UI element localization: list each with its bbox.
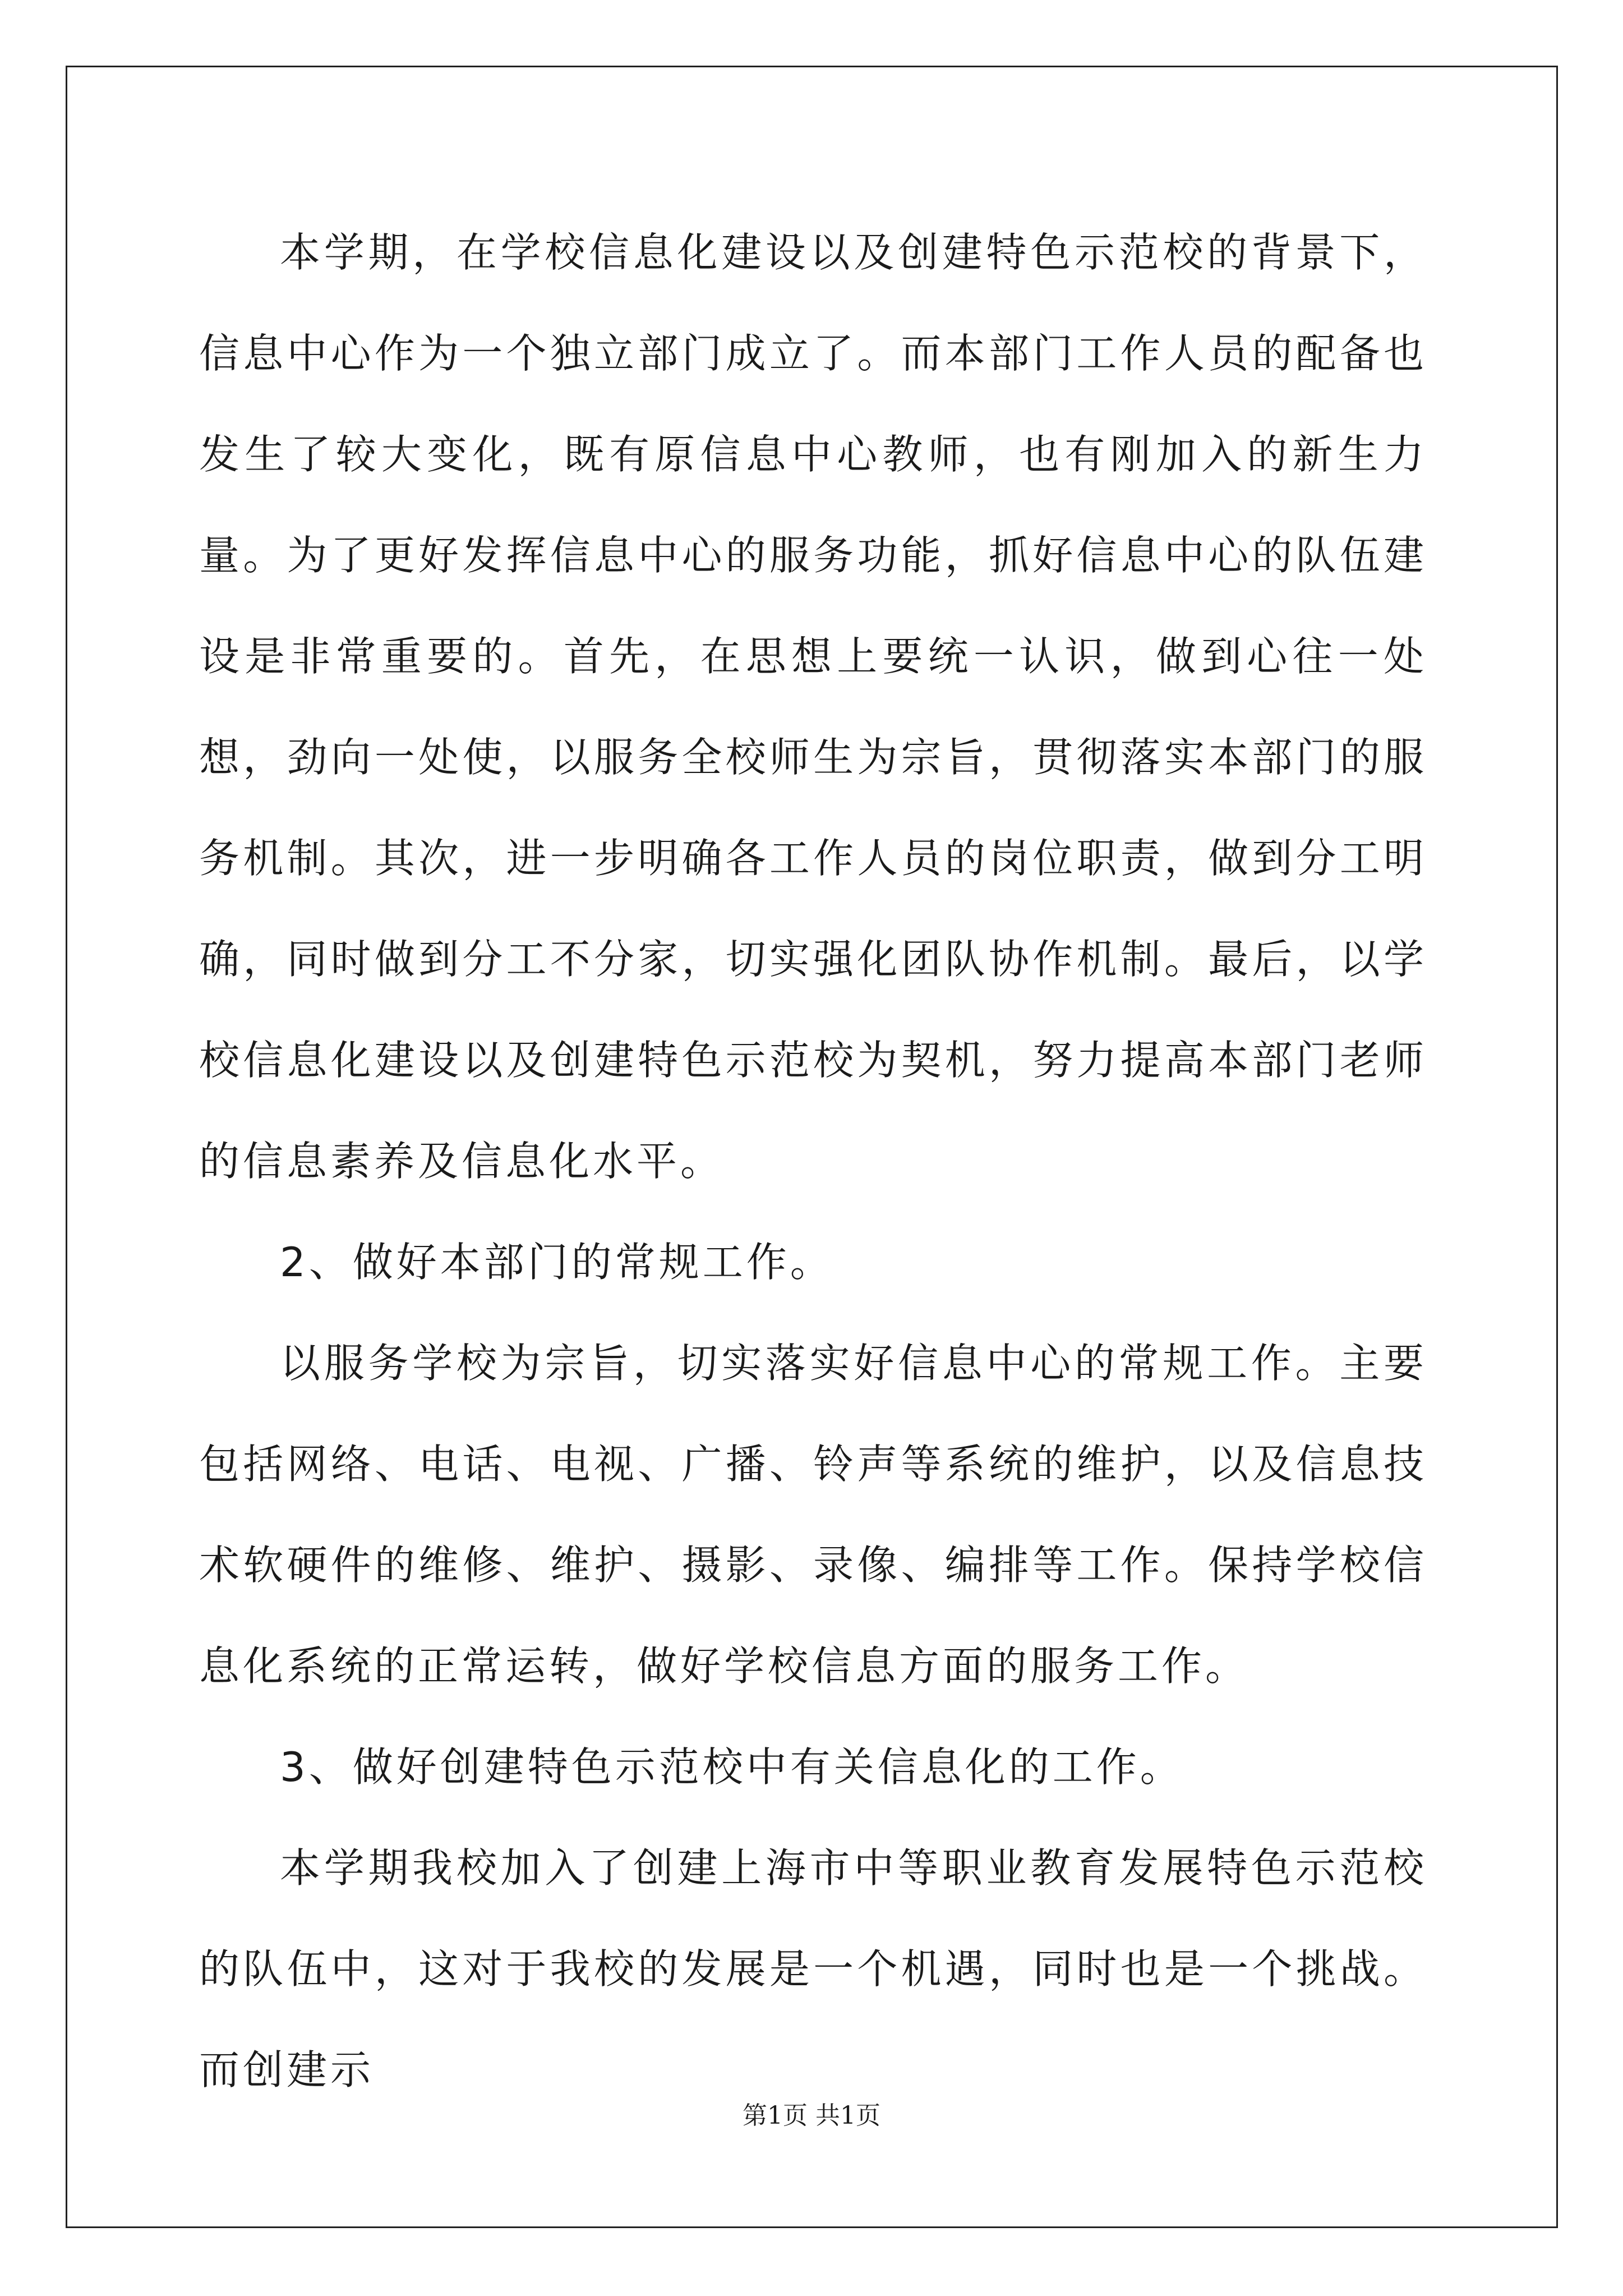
paragraph-5: 本学期我校加入了创建上海市中等职业教育发展特色示范校的队伍中，这对于我校的发展是一个机遇，同时也是一个挑战。而创建示: [199, 1844, 1427, 2093]
page-number-footer: 第1页 共1页: [743, 2101, 880, 2130]
paragraph-1: 本学期，在学校信息化建设以及创建特色示范校的背景下，信息中心作为一个独立部门成立了。而本部门工作人员的配备也发生了较大变化，既有原信息中心教师，也有刚加入的新生力量。为了更好发挥信息中心的服务功能，抓好信息中心的队伍建设是非常重要的。首先，在思想上要统一认识，做到心往一处想，劲向一处使，以服务全校师生为宗旨，贯彻落实本部门的服务机制。其次，进一步明确各工作人员的岗位职责，做到分工明确，同时做到分工不分家，切实强化团队协作机制。最后，以学校信息化建设以及创建特色示范校为契机，努力提高本部门老师的信息素养及信息化水平。: [199, 229, 1427, 1185]
paragraph-3: 以服务学校为宗旨，切实落实好信息中心的常规工作。主要包括网络、电话、电视、广播、铃声等系统的维护，以及信息技术软硬件的维修、维护、摄影、录像、编排等工作。保持学校信息化系统的正常运转，做好学校信息方面的服务工作。: [199, 1340, 1427, 1690]
paragraph-4-heading: 3、做好创建特色示范校中有关信息化的工作。: [280, 1743, 1184, 1791]
document-body: [199, 202, 1427, 2120]
paragraph-2-heading: 2、做好本部门的常规工作。: [280, 1239, 834, 1286]
